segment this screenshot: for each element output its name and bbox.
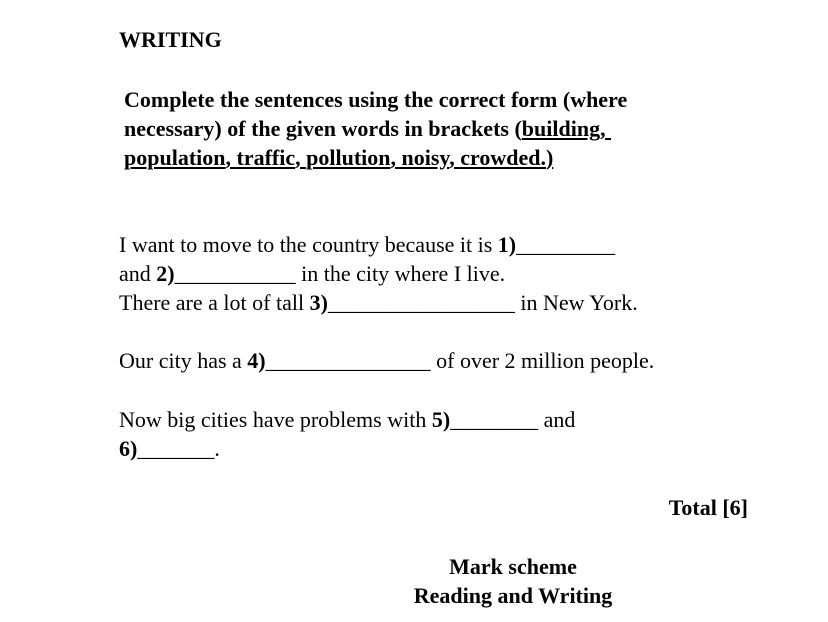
answer-blank-4[interactable]: _______________ — [265, 348, 431, 373]
sentence-3 — [119, 288, 638, 317]
word-separator: , — [225, 145, 237, 170]
question-number-5: 5) — [431, 407, 451, 432]
word-separator: , — [449, 145, 461, 170]
sentence-text: Our city has a — [119, 348, 248, 373]
instructions-line-3 — [124, 143, 553, 172]
instructions-line-2 — [124, 114, 611, 143]
word-separator: , — [600, 116, 612, 141]
section-heading: WRITING — [119, 27, 222, 52]
sentence-text: I want to move to the country because it is — [119, 232, 498, 257]
question-number-6: 6) — [119, 436, 138, 461]
question-number-3: 3) — [309, 290, 328, 315]
word-crowded: crowded. — [460, 145, 546, 170]
word-population: population — [124, 145, 226, 170]
sentence-text: . — [214, 436, 220, 461]
sentence-5 — [119, 405, 575, 434]
footer-reading-writing: Reading and Writing — [413, 583, 613, 608]
footer-mark-scheme: Mark scheme — [449, 554, 577, 579]
sentence-text: There are a lot of tall — [119, 290, 310, 315]
question-number-1: 1) — [497, 232, 517, 257]
word-traffic: traffic — [236, 145, 296, 170]
sentence-6 — [119, 434, 220, 463]
instructions-line-1: Complete the sentences using the correct form (where — [124, 87, 628, 112]
sentence-text: and — [119, 261, 157, 286]
sentence-2 — [119, 259, 505, 288]
answer-blank-1[interactable]: _________ — [516, 232, 616, 257]
word-pollution: pollution — [306, 145, 391, 170]
sentence-text: Now big cities have problems with — [119, 407, 432, 432]
word-separator: , — [390, 145, 402, 170]
bracket-close: ) — [545, 145, 554, 170]
answer-blank-6[interactable]: _______ — [137, 436, 215, 461]
sentence-text: in New York. — [514, 290, 638, 315]
word-noisy: noisy — [401, 145, 450, 170]
answer-blank-3[interactable]: _________________ — [327, 290, 515, 315]
sentence-text: in the city where I live. — [295, 261, 506, 286]
word-building: building — [521, 116, 601, 141]
answer-blank-2[interactable]: ___________ — [174, 261, 296, 286]
question-number-2: 2) — [156, 261, 175, 286]
sentence-1 — [119, 230, 615, 259]
question-number-4: 4) — [247, 348, 266, 373]
sentence-text: of over 2 million people. — [430, 348, 655, 373]
answer-blank-5[interactable]: ________ — [450, 407, 539, 432]
sentence-4 — [119, 346, 654, 375]
sentence-text: and — [538, 407, 576, 432]
total-marks: Total [6] — [668, 495, 748, 520]
word-separator: , — [295, 145, 307, 170]
instructions-text: necessary) of the given words in brackets ( — [124, 116, 522, 141]
